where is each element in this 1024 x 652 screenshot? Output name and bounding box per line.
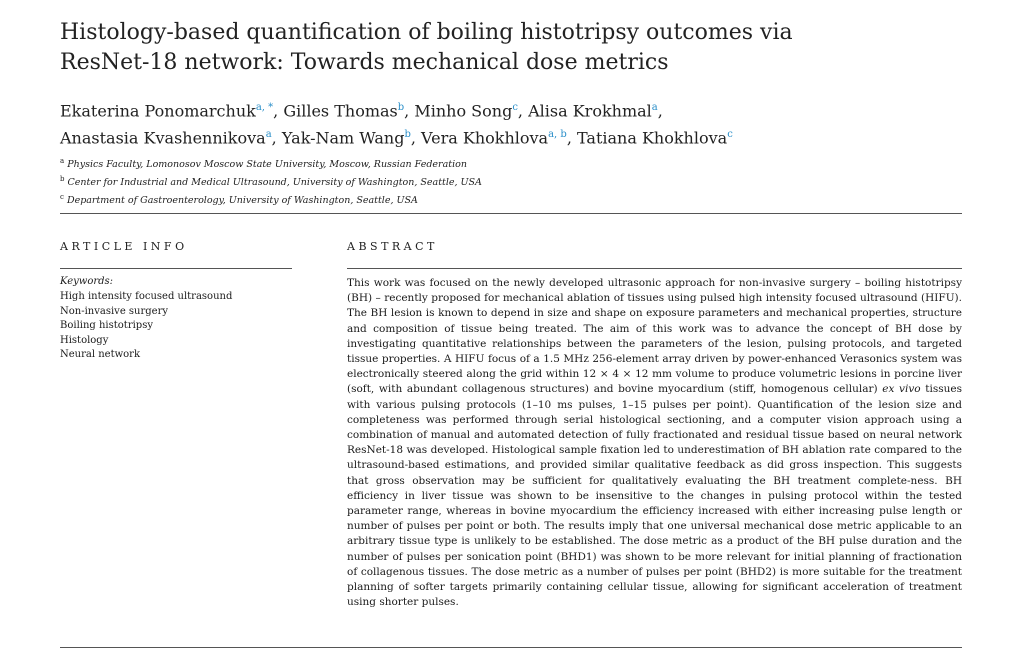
keyword-item: High intensity focused ultrasound <box>60 291 233 302</box>
affiliation-sup: a <box>60 157 65 165</box>
keyword-item: Histology <box>60 334 109 346</box>
author-separator: , <box>410 128 422 148</box>
author-separator: , <box>404 101 415 121</box>
affiliation-item <box>60 154 940 172</box>
article-info-heading: ARTICLE INFO <box>60 240 188 253</box>
author-separator: , <box>657 101 663 121</box>
affiliation-sup: c <box>60 193 64 202</box>
author-separator: , <box>273 101 284 121</box>
keywords-list <box>60 290 232 363</box>
affiliation-item <box>60 190 940 208</box>
keywords-label: Keywords: <box>60 276 114 287</box>
abstract-heading: ABSTRACT <box>347 240 438 253</box>
author-separator: , <box>566 128 577 148</box>
author-affiliation-sup[interactable]: b <box>397 102 405 113</box>
abstract-segment: tissues with various pulsing protocols (1–10 ms pulses, 1–15 pulses per point). Quantification of the lesion size and completeness was performed through serial histological sectioning, and a computer vision approach using a combination of manual and automated detection of fully fractionated and residual tissue based on neural network ResNet-18 was developed. Histological sample fixation led to underestimation of BH ablation rate compared to the ultrasound-based estimations, and provided similar qualitative feedback as did gross inspection. This suggests that gross observation may be sufficient for qualitatively evaluating the BH treatment complete-ness. BH efficiency in liver tissue was shown to be insensitive to the changes in pulsing protocol within the tested parameter range, whereas in bovine myocardium the efficiency increased with either increasing pulse length or number of pulses per point or both. The results imply that one universal mechanical dose metric applicable to an arbitrary tissue type is unlikely to be established. The dose metric as a product of the BH pulse duration and the number of pulses per sonication point (BHD1) was shown to be more relevant for initial planning of fractionation of collagenous tissues. The dose metric as a number of pulses per point (BHD2) is more suitable for the treatment planning of softer targets primarily containing cellular tissue, allowing for significant acceleration of treatment using shorter pulses. <box>347 383 962 609</box>
author-name[interactable]: Yak-Nam Wang <box>281 128 405 148</box>
abstract-italic-segment: ex vivo <box>882 383 921 396</box>
keyword-item: Boiling histotripsy <box>60 320 153 332</box>
affiliation-sup: b <box>60 175 65 184</box>
author-affiliation-sup[interactable]: a, b <box>548 129 567 141</box>
author-affiliation-sup[interactable]: c <box>512 102 518 113</box>
footer-divider <box>60 647 962 648</box>
author-name[interactable]: Ekaterina Ponomarchuk <box>60 101 256 121</box>
abstract-segment: This work was focused on the newly developed ultrasonic approach for non-invasive surgery – boiling histotripsy (BH) – recently proposed for mechanical ablation of tissues using pulsed high intensity focused ultrasound (HIFU). The BH lesion is known to depend in size and shape on exposure parameters and mechanical properties, structure and composition of tissue being treated. The aim of this work was to advance the concept of BH dose by investigating quantitative relationships between the parameters of the lesion, pulsing protocols, and targeted tissue properties. A HIFU focus of a 1.5 MHz 256-element array driven by power-enhanced Verasonics system was electronically steered along the grid within 12 × 4 × 12 mm volume to produce volumetric lesions in porcine liver (soft, with abundant collagenous structures) and bovine myocardium (stiff, homogenous cellular) <box>347 277 962 396</box>
article-info-divider <box>60 268 292 269</box>
author-name[interactable]: Minho Song <box>414 101 513 121</box>
affiliation-text: Center for Industrial and Medical Ultrasound, University of Washington, Seattle, USA <box>67 177 482 189</box>
author-affiliation-sup[interactable]: c <box>727 129 733 141</box>
header-divider <box>60 213 962 214</box>
paper-title: Histology-based quantification of boiling histotripsy outcomes via ResNet-18 network: Towards mechanical dose metrics <box>60 20 793 75</box>
author-name[interactable]: Tatiana Khokhlova <box>576 128 728 148</box>
affiliation-text: Department of Gastroenterology, University of Washington, Seattle, USA <box>66 195 418 207</box>
author-affiliation-sup[interactable]: a <box>651 102 658 113</box>
abstract-divider <box>347 268 962 269</box>
affiliation-list <box>60 154 940 208</box>
author-affiliation-sup[interactable]: b <box>404 129 411 141</box>
keyword-item: Neural network <box>60 349 141 361</box>
author-affiliation-sup[interactable]: a, * <box>255 102 274 113</box>
author-affiliation-sup[interactable]: a <box>265 129 272 141</box>
author-separator: , <box>517 101 529 121</box>
abstract-text <box>347 276 962 610</box>
author-name[interactable]: Gilles Thomas <box>283 101 398 121</box>
author-name[interactable]: Vera Khokhlova <box>421 128 549 148</box>
author-name[interactable]: Alisa Krokhmal <box>528 101 652 121</box>
keyword-item: Non-invasive surgery <box>60 305 169 317</box>
affiliation-text: Physics Faculty, Lomonosov Moscow State University, Moscow, Russian Federation <box>67 159 467 171</box>
affiliation-item <box>60 172 940 190</box>
author-name[interactable]: Anastasia Kvashennikova <box>60 128 266 148</box>
author-separator: , <box>271 128 282 148</box>
author-list <box>60 96 940 151</box>
